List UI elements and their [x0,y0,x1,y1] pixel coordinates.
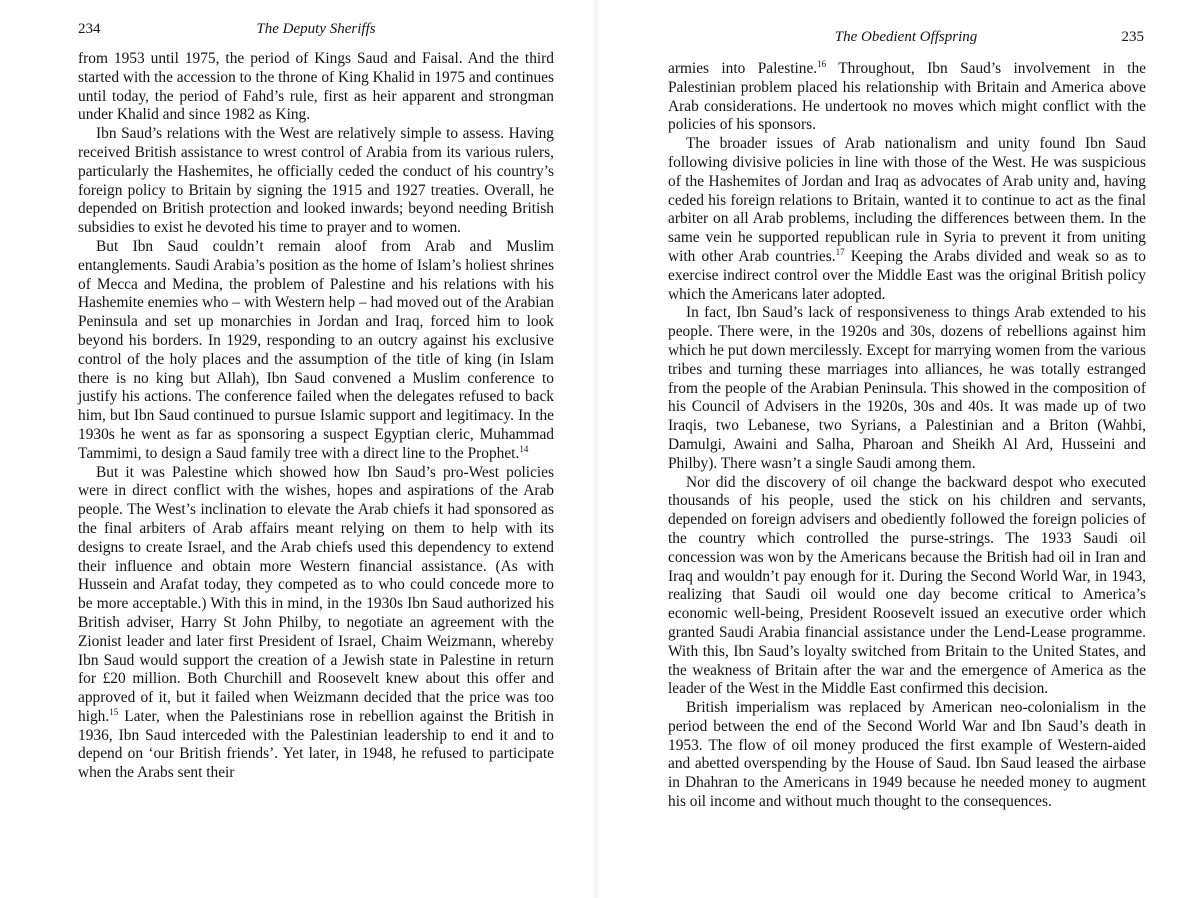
paragraph-text-tail: Throughout, Ibn Saud’s involvement in the Palestinian problem placed his relationship with Britain and America above Arab considerations. He undertook no moves which might conflict with the policies of his sponsors. [668,60,1146,134]
paragraph-text: In fact, Ibn Saud’s lack of responsiveness to things Arab extended to his people. There were, in the 1920s and 30s, dozens of rebellions against him which he put down mercilessly. Except for marrying women from the various tribes and turning these marriages into alliances, he was totally estranged from the people of the Arabian Peninsula. This showed in the composition of his Council of Advisers in the 1920s, 30s and 40s. It was made up of two Iraqis, two Lebanese, two Syrians, a Palestinian and a Briton (Wahbi, Damulgi, Awaini and Salha, Pharoan and Sheikh Al Ard, Husseini and Philby). There wasn’t a single Saudi among them. [668,304,1146,472]
paragraph [668,135,1146,304]
right-body-text [668,60,1146,812]
paragraph-text: Nor did the discovery of oil change the backward despot who executed thousands of his people, used the stick on his children and servants, depended on foreign advisers and obediently followed the foreign policies of the country which controlled the purse-strings. The 1933 Saudi oil concession was won by the Americans because the British had oil in Iran and Iraq and wouldn’t pay enough for it. During the Second World War, in 1943, realizing that Saudi oil would one day become critical to America’s economic well-being, President Roosevelt issued an executive order which granted Saudi Arabia financial assistance under the Lend-Lease programme. With this, Ibn Saud’s loyalty switched from Britain to the United States, and the weakness of Britain after the war and the emergence of America as the leader of the West in the Middle East confirmed this decision. [668,473,1146,698]
paragraph [78,50,554,125]
right-page [600,0,1195,898]
right-running-head [668,26,1144,48]
right-running-title: The Obedient Offspring [834,29,978,45]
paragraph-text: from 1953 until 1975, the period of Kings Saud and Faisal. And the third started with the accession to the throne of King Khalid in 1975 and continues until today, the period of Fahd’s rule, first as heir apparent and strongman under Khalid and since 1982 as King. [78,50,554,124]
footnote-ref: 16 [817,58,827,69]
footnote-ref: 15 [109,706,119,717]
paragraph [78,464,554,784]
paragraph [78,238,554,464]
paragraph [668,304,1146,473]
right-page-number: 235 [1121,29,1144,45]
paragraph-text-tail: Later, when the Palestinians rose in rebellion against the British in 1936, Ibn Saud interceded with the Palestinian leadership to end it and to depend on ‘our British friends’. Yet later, in 1948, he refused to participate when the Arabs sent their [78,707,554,782]
book-gutter [592,0,600,898]
paragraph [668,60,1146,135]
left-page [0,0,590,898]
paragraph-text: British imperialism was replaced by American neo-colonialism in the period between the end of the Second World War and Ibn Saud’s death in 1953. The flow of oil money produced the first example of Western-aided and abetted overspending by the House of Saud. Ibn Saud leased the airbase in Dhahran to the Americans in 1949 because he needed money to augment his oil income and without much thought to the consequences. [668,699,1146,811]
paragraph [668,474,1146,700]
paragraph-text: But Ibn Saud couldn’t remain aloof from Arab and Muslim entanglements. Saudi Arabia’s position as the home of Islam’s holiest shrines of Mecca and Medina, the problem of Palestine and his relations with his Hashemite enemies who – with Western help – had moved out of the Arabian Peninsula and set up monarchies in Jordan and Iraq, forced him to look beyond his borders. In 1929, responding to an outcry against his exclusive control of the holy places and the assumption of the title of king (in Islam there is no king but Allah), Ibn Saud convened a Muslim conference to justify his actions. The conference failed when the delegates refused to back him, but Ibn Saud continued to pursue Islamic support and legitimacy. In the 1930s he went as far as sponsoring a suspect Egyptian cleric, Muhammad Tammimi, to design a Saud family tree with a direct line to the Prophet. [78,237,554,462]
footnote-ref: 17 [835,246,845,257]
paragraph [78,125,554,238]
paragraph-text: Ibn Saud’s relations with the West are relatively simple to assess. Having received British assistance to wrest control of Arabia from its various rulers, particularly the Hashemites, he officially ceded the conduct of his country’s foreign policy to Britain by signing the 1915 and 1927 treaties. Overall, he depended on British protection and looked inwards; beyond needing British subsidies to exist he devoted his time to prayer and to women. [78,125,554,237]
paragraph-text: The broader issues of Arab nationalism and unity found Ibn Saud following divisive policies in line with those of the West. He was suspicious of the Hashemites of Jordan and Iraq as advocates of Arab unity and, having ceded his foreign relations to Britain, wanted it to continue to act as the final arbiter on all Arab problems, including the differences between them. In the same vein he supported republican rule in Syria to prevent it from uniting with other Arab countries. [668,135,1146,265]
left-running-head [78,18,554,40]
left-running-title: The Deputy Sheriffs [256,21,376,37]
footnote-ref: 14 [519,443,529,454]
paragraph-text: armies into Palestine. [668,60,818,77]
left-body-text [78,50,554,783]
paragraph-text-tail: Keeping the Arabs divided and weak so as to exercise indirect control over the Middle East was the original British policy which the Americans later adopted. [668,247,1146,303]
paragraph [668,699,1146,812]
left-page-number: 234 [78,21,101,37]
paragraph-text: But it was Palestine which showed how Ibn Saud’s pro-West policies were in direct conflict with the wishes, hopes and aspirations of the Arab people. The West’s inclination to elevate the Arab chiefs it had sponsored as the final arbiters of Arab affairs meant relying on them to help with its designs to create Israel, and the Arab chiefs used this dependency to extend their influence and obtain more Western financial assistance. (As with Hussein and Arafat today, they competed as to who could concede more to be more acceptable.) With this in mind, in the 1930s Ibn Saud authorized his British adviser, Harry St John Philby, to negotiate an agreement with the Zionist leader and later first President of Israel, Chaim Weizmann, whereby Ibn Saud would support the creation of a Jewish state in Palestine in return for £20 million. Both Churchill and Roosevelt knew about this offer and approved of it, but it failed when Weizmann decided that the price was too high. [78,463,554,725]
